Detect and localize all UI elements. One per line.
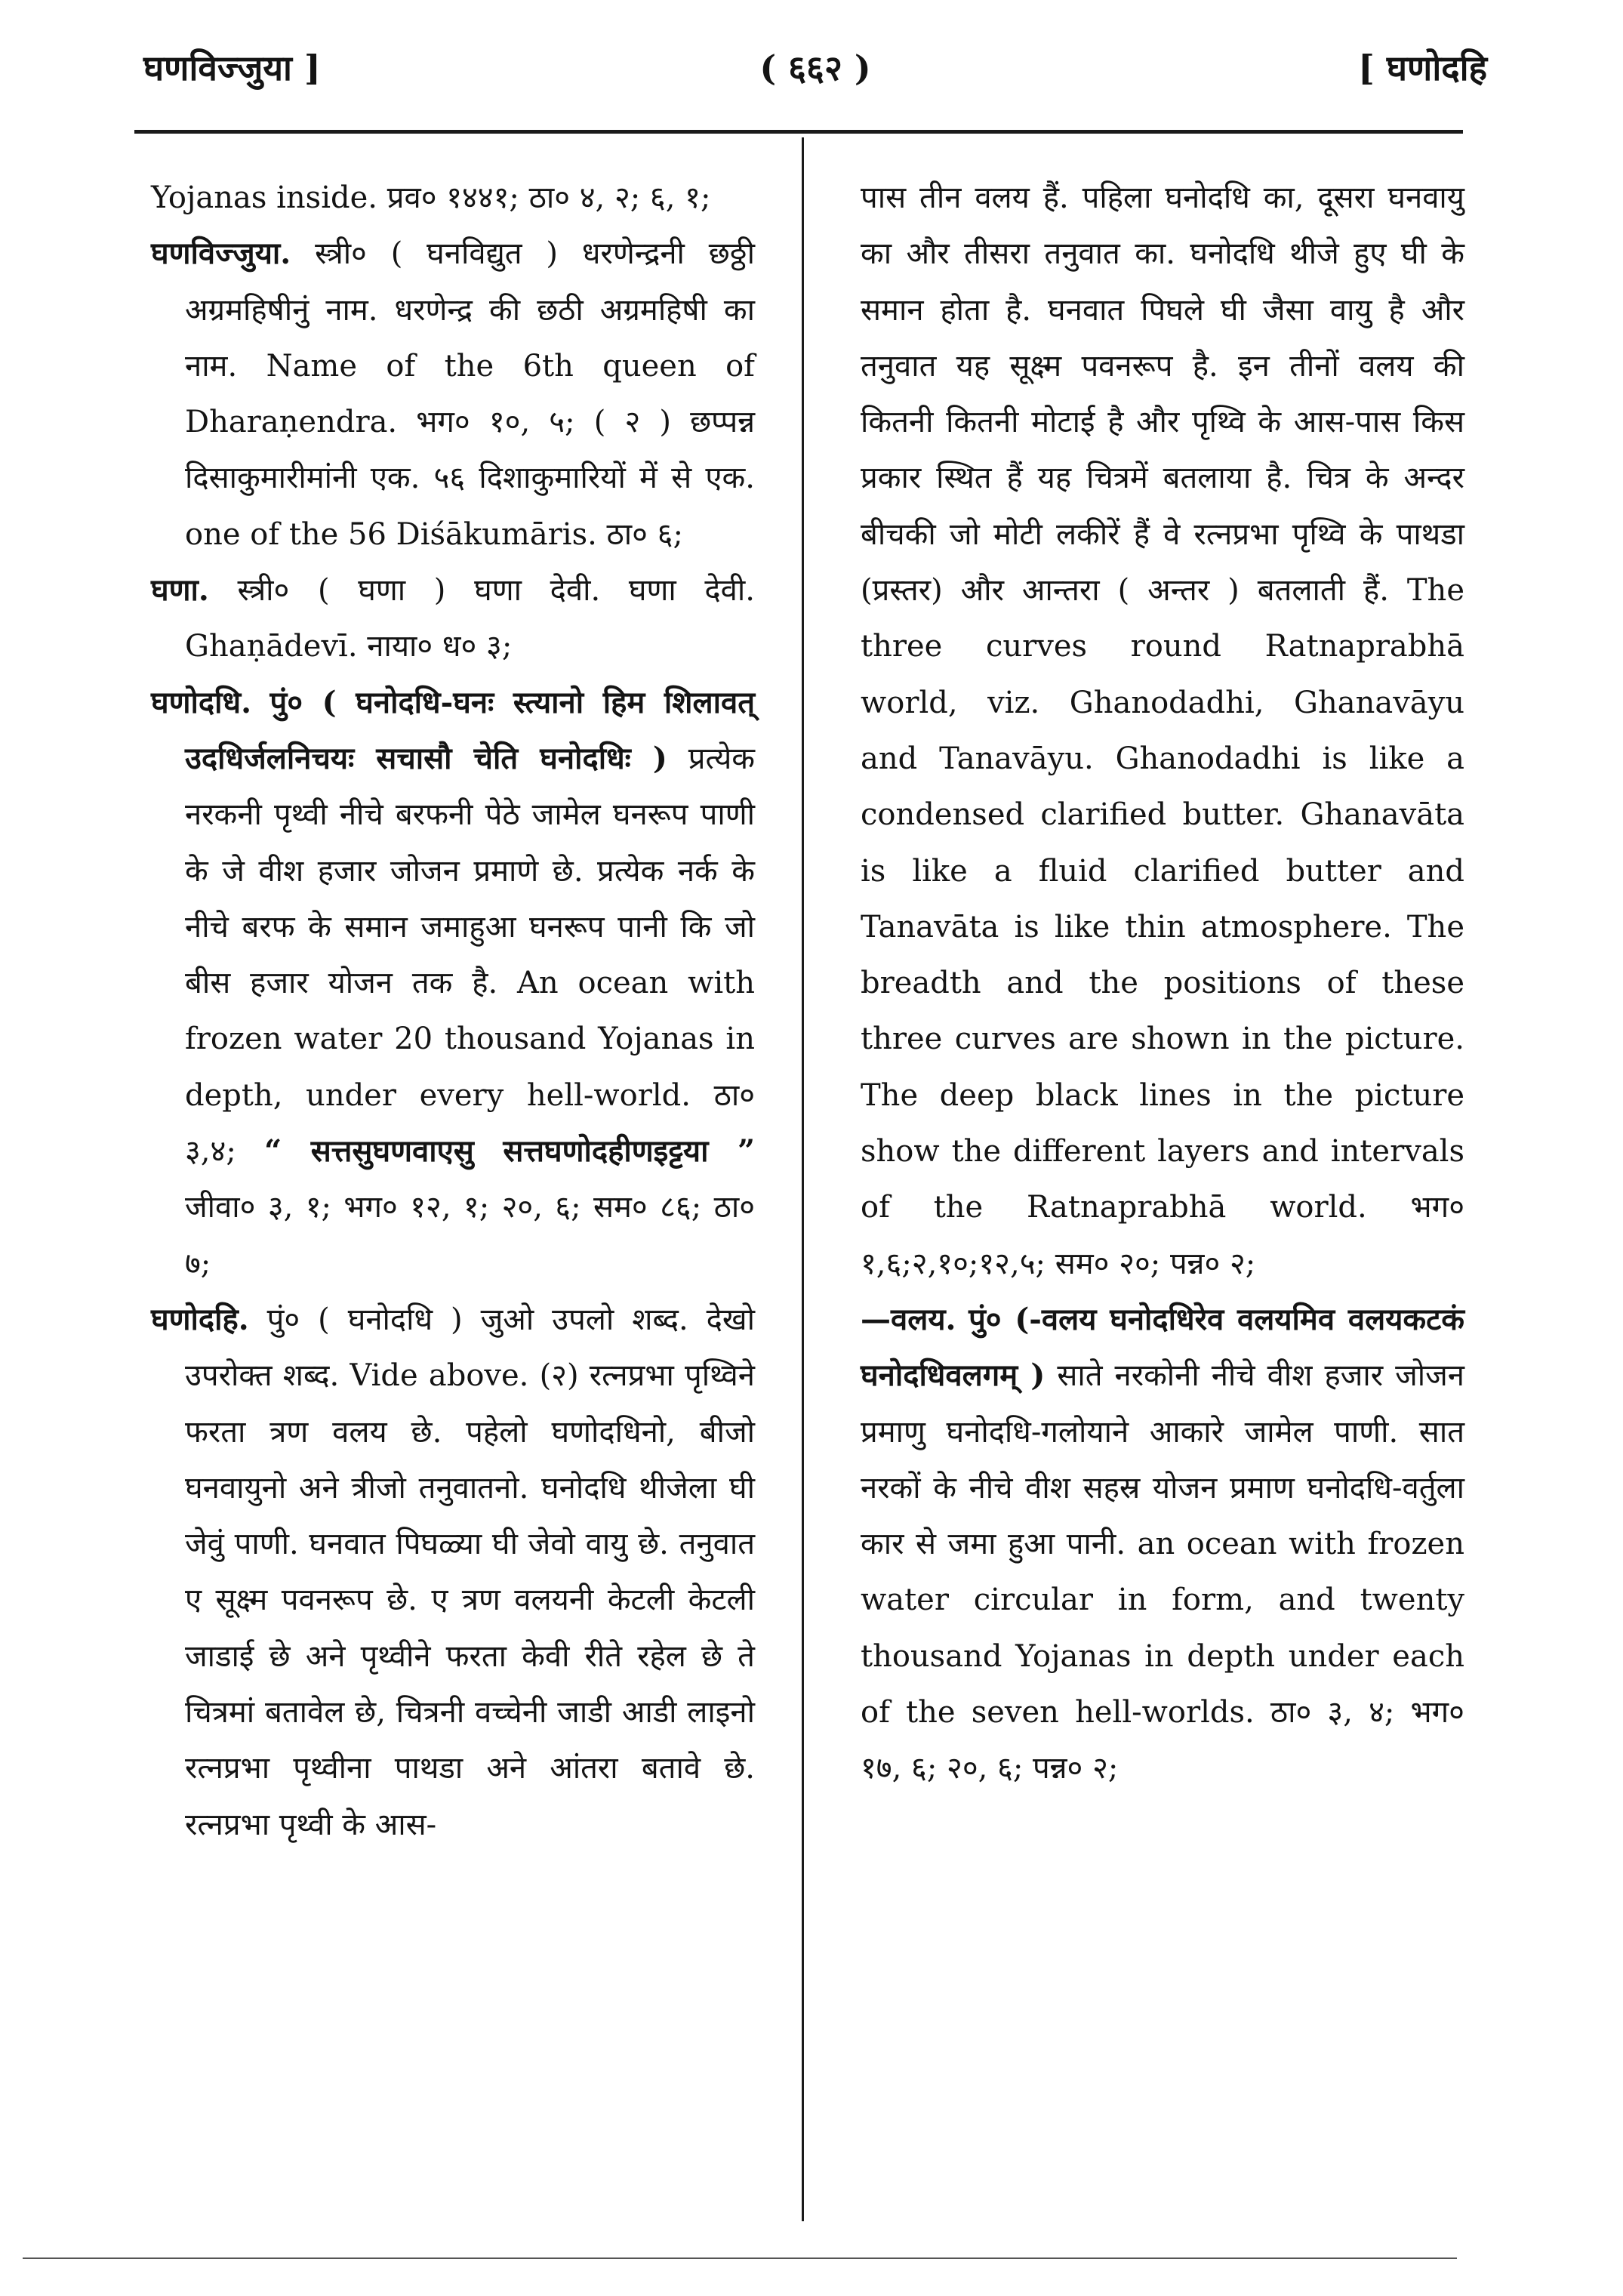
headword: घणा. — [151, 572, 209, 609]
headword: घणविज्जुया. — [151, 236, 291, 272]
header-right-guideword: [ घणोदहि — [1358, 48, 1487, 88]
page-header — [143, 44, 1487, 104]
etymology: पुं० ( घनोदधि-घनः स्त्यानो हिम शिलावत् उदधिर्जलनिचयः सचासौ चेति घनोदधिः ) — [185, 684, 755, 776]
references: जीवा० ३, १; भग० १२, १; २०, ६; सम० ८६; ठा० ७; — [185, 1190, 755, 1281]
entry-ghanodadhi — [151, 675, 755, 1292]
continued-text: Yojanas inside. प्रव० १४४१; ठा० ४, २; ६, १; — [151, 180, 711, 215]
entry-body: साते नरकोनी नीचे वीश हजार जोजन प्रमाणु घनोदधि-गलोयाने आकारे जामेल पाणी. सात नरकों के नीचे वीश सहस्र योजन प्रमाण घनोदधि-वर्तुला कार से जमा हुआ पानी. an ocean with frozen water circular in form, and twenty thousand Yojanas in depth under each of the seven hell-worlds. ठा० ३, ४; भग० १७, ६; २०, ६; पन्न० २; — [861, 1358, 1464, 1786]
entry-body: पुं० ( घनोदधि ) जुओ उपलो शब्द. देखो उपरोक्त शब्द. Vide above. (२) रत्नप्रभा पृथ्विने फरता त्रण वलय छे. पहेलो घणोदधिनो, बीजो घनवायुनो अने त्रीजो तनुवातनो. घनोदधि थीजेला घी जेवुं पाणी. घनवात पिघळ्या घी जेवो वायु छे. तनुवात ए सूक्ष्म पवनरूप छे. ए त्रण वलयनी केटली केटली जाडाई छे अने पृथ्वीने फरता केवी रीते रहेल छे ते चित्रमां बतावेल छे, चित्रनी वच्चेनी जाडी आडी लाइनो रत्नप्रभा पृथ्वीना पाथडा अने आंतरा बतावे छे. रत्नप्रभा पृथ्वी के आस- — [185, 1302, 756, 1842]
footer-rule — [23, 2257, 1457, 2259]
entry-body: प्रत्येक नरकनी पृथ्वी नीचे बरफनी पेठे जामेल घनरूप पाणी के जे वीश हजार जोजन प्रमाणे छे. प्रत्येक नर्क के नीचे बरफ के समान जमाहुआ घनरूप पानी कि जो बीस हजार योजन तक है. An ocean with frozen water 20 thousand Yojanas in depth, under every hell-world. ठा० ३,४; — [185, 741, 756, 1170]
continued-text: पास तीन वलय हैं. पहिला घनोदधि का, दूसरा घनवायु का और तीसरा तनुवात का. घनोदधि थीजे हुए घी के समान होता है. घनवात पिघले घी जैसा वायु है और तनुवात यह सूक्ष्म पवनरूप है. इन तीनों वलय की कितनी कितनी मोटाई है और पृथ्वि के आस-पास किस प्रकार स्थित हैं यह चित्रमें बतलाया है. चित्र के अन्दर बीचकी जो मोटी लकीरें हैं वे रत्नप्रभा पृथ्वि के पाथडा (प्रस्तर) और आन्तरा ( अन्तर ) बतलाती हैं. The three curves round Ratnaprabhā world, viz. Ghanodadhi, Ghanavāyu and Tanavāyu. Ghanodadhi is like a condensed clarified butter. Ghanavāta is like a fluid clarified butter and Tanavāta is like thin atmosphere. The breadth and the positions of these three curves are shown in the picture. The deep black lines in the picture show the different layers and intervals of the Ratnaprabhā world. भग० १,६;२,१०;१२,५; सम० २०; पन्न० २; — [861, 180, 1464, 1281]
entry-ghanavijjuya — [151, 226, 755, 562]
entry-body: स्त्री० ( घनविद्युत ) धरणेन्द्रनी छठ्ठी अग्रमहिषीनुं नाम. धरणेन्द्र की छठी अग्रमहिषी का नाम. Name of the 6th queen of Dharaṇendra. भग० १०, ५; ( २ ) छप्पन्न दिसाकुमारीमांनी एक. ५६ दिशाकुमारियों में से एक. one of the 56 Diśākumāris. ठा० ६; — [185, 236, 755, 552]
entry-body: स्त्री० ( घणा ) घणा देवी. घणा देवी. Ghaṇādevī. नाया० ध० ३; — [185, 573, 755, 664]
headword: घणोदधि. — [151, 684, 252, 720]
page-number: ( ६६२ ) — [759, 48, 871, 88]
header-rule — [134, 130, 1463, 134]
column-divider — [802, 137, 804, 2221]
entry-ghanodahi — [151, 1292, 755, 1853]
right-column — [861, 170, 1464, 1797]
left-column — [151, 170, 755, 1853]
headword: घणोदहि. — [151, 1301, 249, 1337]
subentry-headword: —वलय. — [861, 1301, 956, 1337]
etymology: पुं० (-वलय घनोदधिरेव वलयमिव वलयकटकं घनोदधिवलगम् ) — [861, 1301, 1464, 1394]
quotation: “ सत्तसुघणवाएसु सत्तघणोदहीणइट्टया ” — [264, 1133, 756, 1170]
subentry-valaya — [861, 1292, 1464, 1797]
header-left-guideword: घणविज्जुया ] — [143, 48, 321, 88]
entry-ghana — [151, 562, 755, 675]
